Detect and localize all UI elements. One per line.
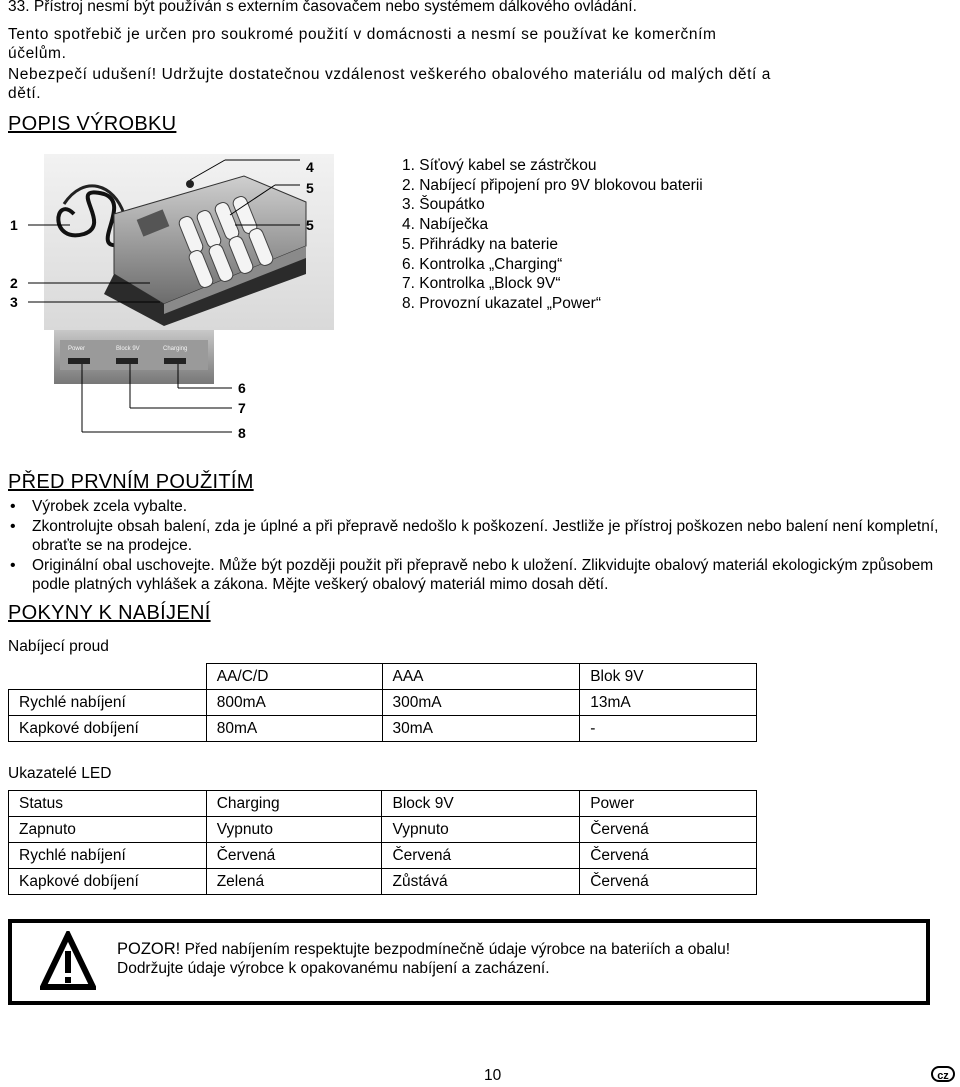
intro-line-33: 33. Přístroj nesmí být používán s externím časovačem nebo systémem dálkového ovládání. <box>8 0 637 15</box>
warning-label: POZOR! <box>117 940 181 958</box>
led-indicator-table <box>8 790 757 895</box>
intro-line-suffocation: Nebezpečí udušení! Udržujte dostatečnou vzdálenost veškerého obalového materiálu od malých dětí a <box>8 66 772 83</box>
table-row <box>9 664 757 690</box>
table-cell: Kapkové dobíjení <box>9 869 207 895</box>
table-cell: Zelená <box>206 869 382 895</box>
table-cell: Zapnuto <box>9 817 207 843</box>
table-cell: - <box>580 716 757 742</box>
table-cell: Červená <box>206 843 382 869</box>
table-cell: Vypnuto <box>206 817 382 843</box>
intro-line-children: dětí. <box>8 85 42 102</box>
table-cell: Rychlé nabíjení <box>9 843 207 869</box>
table-cell: Červená <box>382 843 580 869</box>
charging-current-table <box>8 663 757 742</box>
list-item: 8. Provozní ukazatel „Power“ <box>402 294 602 312</box>
first-use-bullets <box>8 497 958 595</box>
list-item: • Zkontrolujte obsah balení, zda je úplné a při přepravě nedošlo k poškození. Jestliže je přístroj poškozen nebo balení není kompletní, obraťte se na prodejce. <box>8 517 958 556</box>
callout-8: 8 <box>238 425 246 441</box>
callout-4: 4 <box>306 159 314 175</box>
list-item: • Výrobek zcela vybalte. <box>8 497 958 517</box>
warning-triangle-icon <box>40 931 96 991</box>
table-cell: 300mA <box>382 690 580 716</box>
callout-6: 6 <box>238 380 246 396</box>
warning-box <box>8 919 930 1005</box>
intro-line-private-use: Tento spotřebič je určen pro soukromé použití v domácnosti a nesmí se používat ke komerčním <box>8 26 717 43</box>
label-led-indicators: Ukazatelé LED <box>8 765 112 782</box>
table-cell: AA/C/D <box>206 664 382 690</box>
label-charging-current: Nabíjecí proud <box>8 638 109 655</box>
callout-1: 1 <box>10 217 18 233</box>
table-cell: Zůstává <box>382 869 580 895</box>
table-row <box>9 690 757 716</box>
table-row <box>9 817 757 843</box>
table-row <box>9 791 757 817</box>
table-row <box>9 716 757 742</box>
table-cell: 80mA <box>206 716 382 742</box>
table-cell: Power <box>580 791 757 817</box>
table-cell: 30mA <box>382 716 580 742</box>
table-row <box>9 869 757 895</box>
list-item: 3. Šoupátko <box>402 196 485 214</box>
photo-leader-lines <box>0 150 340 320</box>
callout-2: 2 <box>10 275 18 291</box>
list-item: 2. Nabíjecí připojení pro 9V blokovou baterii <box>402 176 703 194</box>
page-number: 10 <box>484 1067 502 1084</box>
heading-before-first-use: PŘED PRVNÍM POUŽITÍM <box>8 471 254 493</box>
table-cell: Červená <box>580 817 757 843</box>
list-item: 5. Přihrádky na baterie <box>402 235 558 253</box>
list-item: 4. Nabíječka <box>402 216 489 234</box>
table-cell: AAA <box>382 664 580 690</box>
panel-leader-lines <box>60 360 240 440</box>
warning-line-2: Dodržujte údaje výrobce k opakovanému nabíjení a zacházení. <box>117 960 550 977</box>
table-cell: Kapkové dobíjení <box>9 716 207 742</box>
table-cell <box>9 664 207 690</box>
table-cell: Block 9V <box>382 791 580 817</box>
list-item: • Originální obal uschovejte. Může být později použit při přepravě nebo k uložení. Zlikvidujte obalový materiál ekologickým způsobem podle platných vyhlášek a zákona. Mějte veškerý obalový materiál mimo dosah dětí. <box>8 556 958 595</box>
callout-3: 3 <box>10 294 18 310</box>
table-row <box>9 843 757 869</box>
table-cell: Status <box>9 791 207 817</box>
panel-label-power: Power <box>68 346 86 352</box>
table-cell: Rychlé nabíjení <box>9 690 207 716</box>
table-cell: Vypnuto <box>382 817 580 843</box>
list-item: 6. Kontrolka „Charging“ <box>402 255 563 273</box>
panel-label-charging: Charging <box>163 346 188 352</box>
callout-7: 7 <box>238 400 246 416</box>
callout-5a: 5 <box>306 180 314 196</box>
list-item: 7. Kontrolka „Block 9V“ <box>402 275 561 293</box>
list-item: 1. Síťový kabel se zástrčkou <box>402 157 597 174</box>
table-cell: Blok 9V <box>580 664 757 690</box>
heading-product-description: POPIS VÝROBKU <box>8 113 177 135</box>
parts-list <box>402 156 703 314</box>
callout-5b: 5 <box>306 217 314 233</box>
table-cell: Červená <box>580 843 757 869</box>
language-badge: cz <box>931 1066 955 1082</box>
intro-line-purposes: účelům. <box>8 45 67 62</box>
table-cell: Červená <box>580 869 757 895</box>
panel-label-block: Block 9V <box>116 346 140 352</box>
heading-charging-instructions: POKYNY K NABÍJENÍ <box>8 602 211 624</box>
table-cell: 13mA <box>580 690 757 716</box>
warning-text-1: Před nabíjením respektujte bezpodmínečně údaje výrobce na bateriích a obalu! <box>180 941 731 958</box>
table-cell: Charging <box>206 791 382 817</box>
warning-line-1 <box>117 939 730 960</box>
table-cell: 800mA <box>206 690 382 716</box>
